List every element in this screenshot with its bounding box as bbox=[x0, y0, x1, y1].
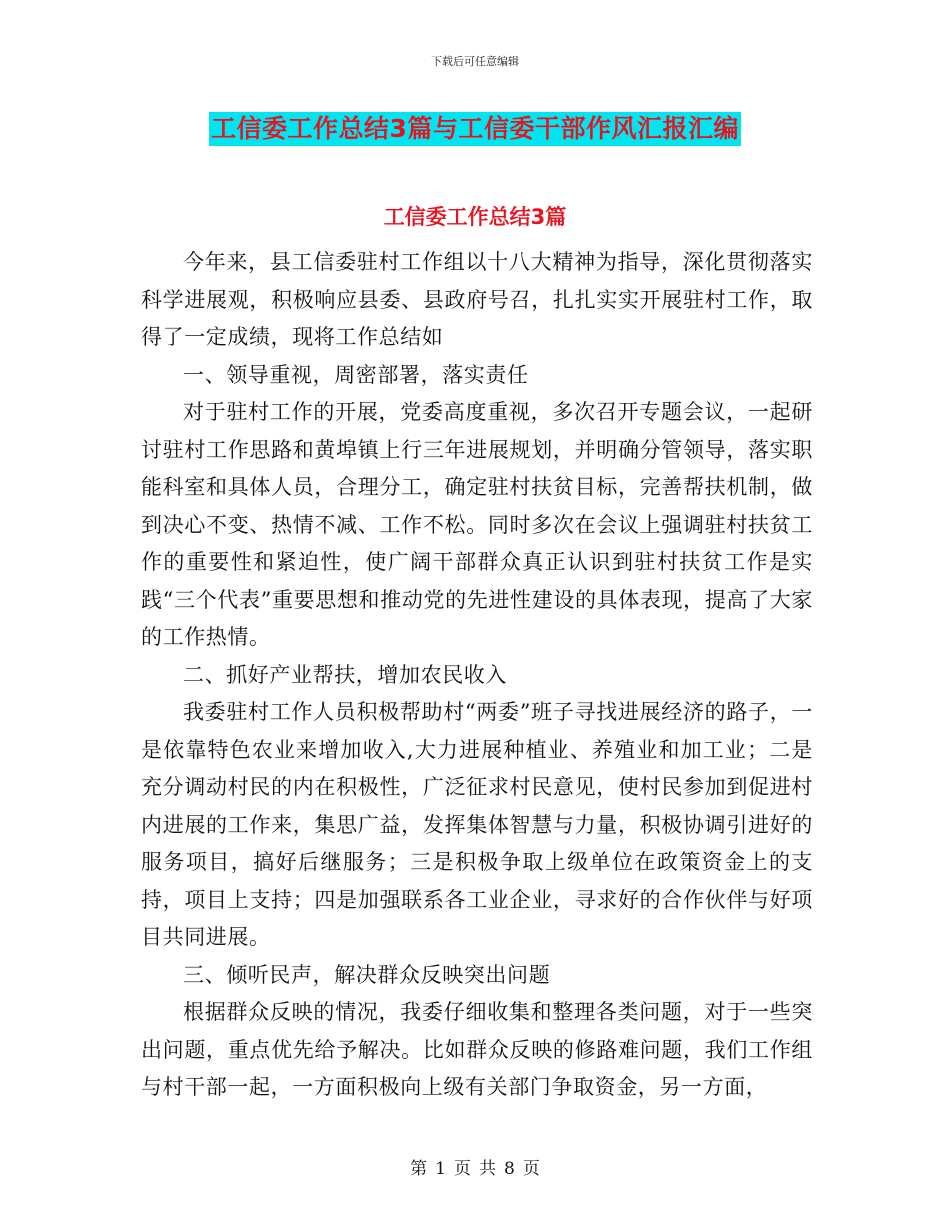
section-heading-2: 二、抓好产业帮扶，增加农民收入 bbox=[183, 662, 507, 687]
paragraph-section-3: 根据群众反映的情况，我委仔细收集和整理各类问题，对于一些突出问题，重点优先给予解决。比如群众反映的修路难问题，我们工作组与村干部一起，一方面积极向上级有关部门争取资金，另一方面， bbox=[141, 1000, 813, 1099]
footer-prefix: 第 bbox=[410, 1159, 428, 1179]
paragraph-intro: 今年来，县工信委驻村工作组以十八大精神为指导，深化贯彻落实科学进展观，积极响应县委、县政府号召，扎扎实实开展驻村工作，取得了一定成绩，现将工作总结如 bbox=[141, 250, 813, 349]
footer-total-prefix: 共 bbox=[479, 1159, 496, 1179]
section-heading-3: 三、倾听民声，解决群众反映突出问题 bbox=[183, 962, 551, 987]
main-title-wrap bbox=[0, 112, 950, 146]
page-footer bbox=[0, 1154, 950, 1179]
footer-total-unit: 页 bbox=[522, 1159, 540, 1179]
paragraph-section-2: 我委驻村工作人员积极帮助村“两委”班子寻找进展经济的路子，一是依靠特色农业来增加收入,大力进展种植业、养殖业和加工业；二是充分调动村民的内在积极性，广泛征求村民意见，使村民参加到促进村内进展的工作来，集思广益，发挥集体智慧与力量，积极协调引进好的服务项目，搞好后继服务；三是积极争取上级单位在政策资金上的支持，项目上支持；四是加强联系各工业企业，寻求好的合作伙伴与好项目共同进展。 bbox=[141, 700, 813, 949]
footer-total-pages: 8 bbox=[504, 1159, 515, 1179]
footer-page-unit: 页 bbox=[454, 1159, 471, 1179]
footer-page-number: 1 bbox=[435, 1159, 446, 1179]
header-note: 下载后可任意编辑 bbox=[431, 55, 519, 68]
body-text bbox=[141, 244, 813, 1107]
paragraph-section-1: 对于驻村工作的开展，党委高度重视，多次召开专题会议，一起研讨驻村工作思路和黄埠镇上行三年进展规划，并明确分管领导，落实职能科室和具体人员，合理分工，确定驻村扶贫目标，完善帮扶机制，做到决心不变、热情不减、工作不松。同时多次在会议上强调驻村扶贫工作的重要性和紧迫性，使广阔干部群众真正认识到驻村扶贫工作是实践“三个代表”重要思想和推动党的先进性建设的具体表现，提高了大家的工作热情。 bbox=[141, 400, 813, 649]
main-title: 工信委工作总结3篇与工信委干部作风汇报汇编 bbox=[209, 112, 741, 146]
sub-title: 工信委工作总结3篇 bbox=[383, 205, 567, 229]
section-heading-1: 一、领导重视，周密部署，落实责任 bbox=[183, 362, 529, 387]
